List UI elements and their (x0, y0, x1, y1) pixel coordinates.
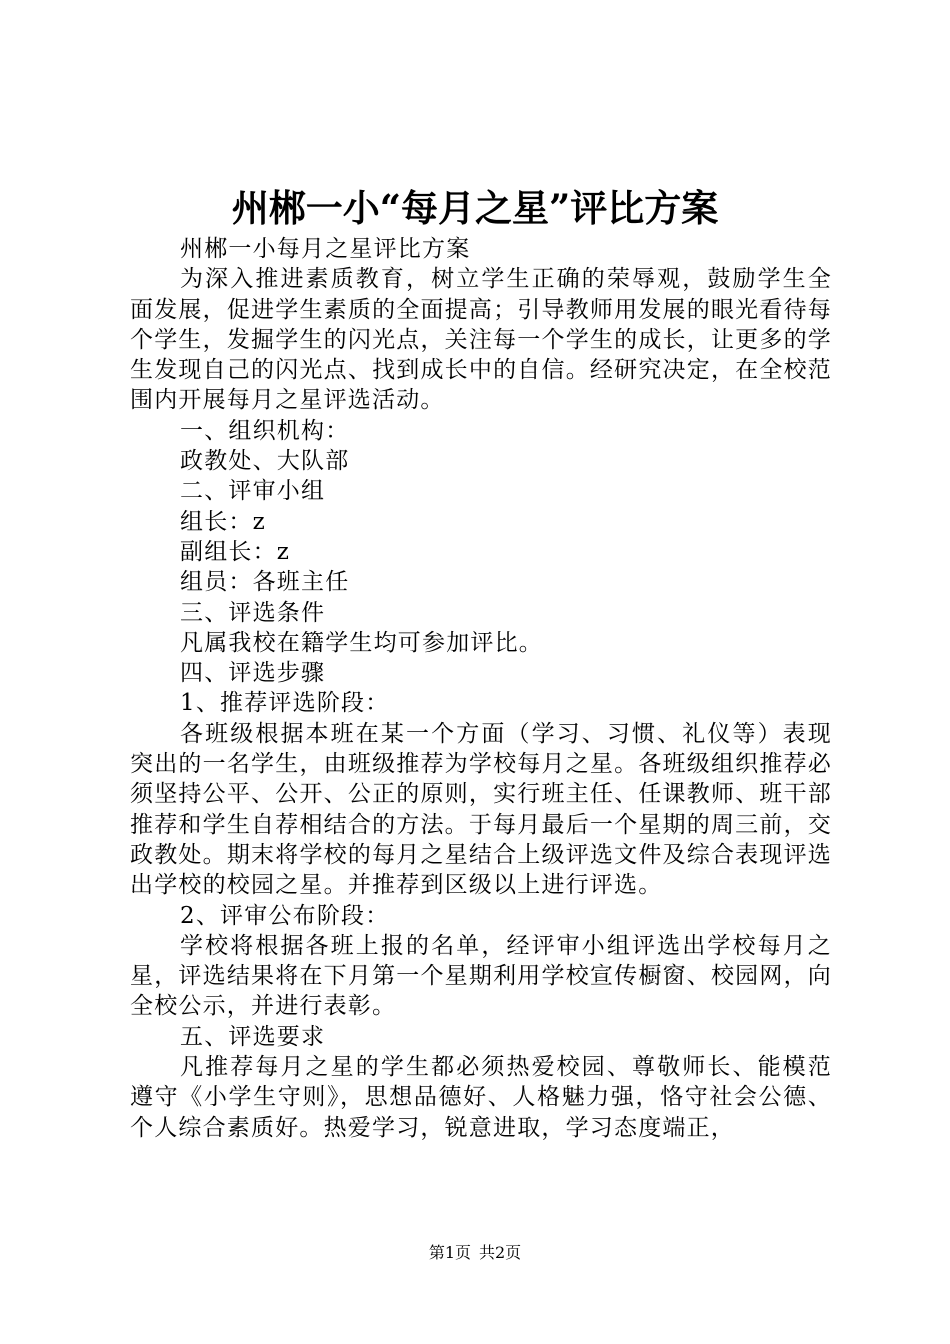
section-heading-requirements: 五、评选要求 (180, 1023, 326, 1050)
document-body (130, 234, 832, 1143)
members-text: 组员：各班主任 (180, 569, 350, 596)
document-title: 州郴一小“每月之星”评比方案 (231, 186, 719, 230)
section-heading-steps: 四、评选步骤 (180, 660, 326, 687)
deputy-leader-text: 副组长：z (180, 538, 291, 565)
step-2-paragraph: 学校将根据各班上报的名单，经评审小组评选出学校每月之星，评选结果将在下月第一个星期利用学校宣传橱窗、校园网，向全校公示，并进行表彰。 (130, 932, 832, 1020)
organization-text: 政教处、大队部 (180, 448, 350, 475)
section-heading-organization: 一、组织机构： (180, 417, 350, 444)
section-heading-conditions: 三、评选条件 (180, 599, 326, 626)
group-leader-text: 组长：z (180, 508, 266, 535)
page-footer (0, 1242, 950, 1264)
step-2-heading: 2、评审公布阶段： (180, 902, 390, 929)
step-1-heading: 1、推荐评选阶段： (180, 690, 390, 717)
conditions-text: 凡属我校在籍学生均可参加评比。 (180, 629, 543, 656)
step-1-paragraph: 各班级根据本班在某一个方面（学习、习惯、礼仪等）表现突出的一名学生，由班级推荐为学校每月之星。各班级组织推荐必须坚持公平、公开、公正的原则，实行班主任、任课教师、班干部推荐和学生自荐相结合的方法。于每月最后一个星期的周三前，交政教处。期末将学校的每月之星结合上级评选文件及综合表现评选出学校的校园之星。并推荐到区级以上进行评选。 (130, 720, 832, 899)
requirements-paragraph: 凡推荐每月之星的学生都必须热爱校园、尊敬师长、能模范遵守《小学生守则》，思想品德好、人格魅力强，恪守社会公德、个人综合素质好。热爱学习，锐意进取，学习态度端正， (130, 1054, 832, 1141)
subtitle-paragraph: 州郴一小每月之星评比方案 (180, 236, 471, 262)
intro-paragraph: 为深入推进素质教育，树立学生正确的荣辱观，鼓励学生全面发展，促进学生素质的全面提高；引导教师用发展的眼光看待每个学生，发掘学生的闪光点，关注每一个学生的成长，让更多的学生发现自己的闪光点、找到成长中的自信。经研究决定，在全校范围内开展每月之星评选活动。 (130, 266, 832, 414)
page-number-total: 共2页 (479, 1243, 522, 1262)
page-number-current: 第1页 (428, 1243, 471, 1262)
section-heading-review-group: 二、评审小组 (180, 478, 326, 505)
